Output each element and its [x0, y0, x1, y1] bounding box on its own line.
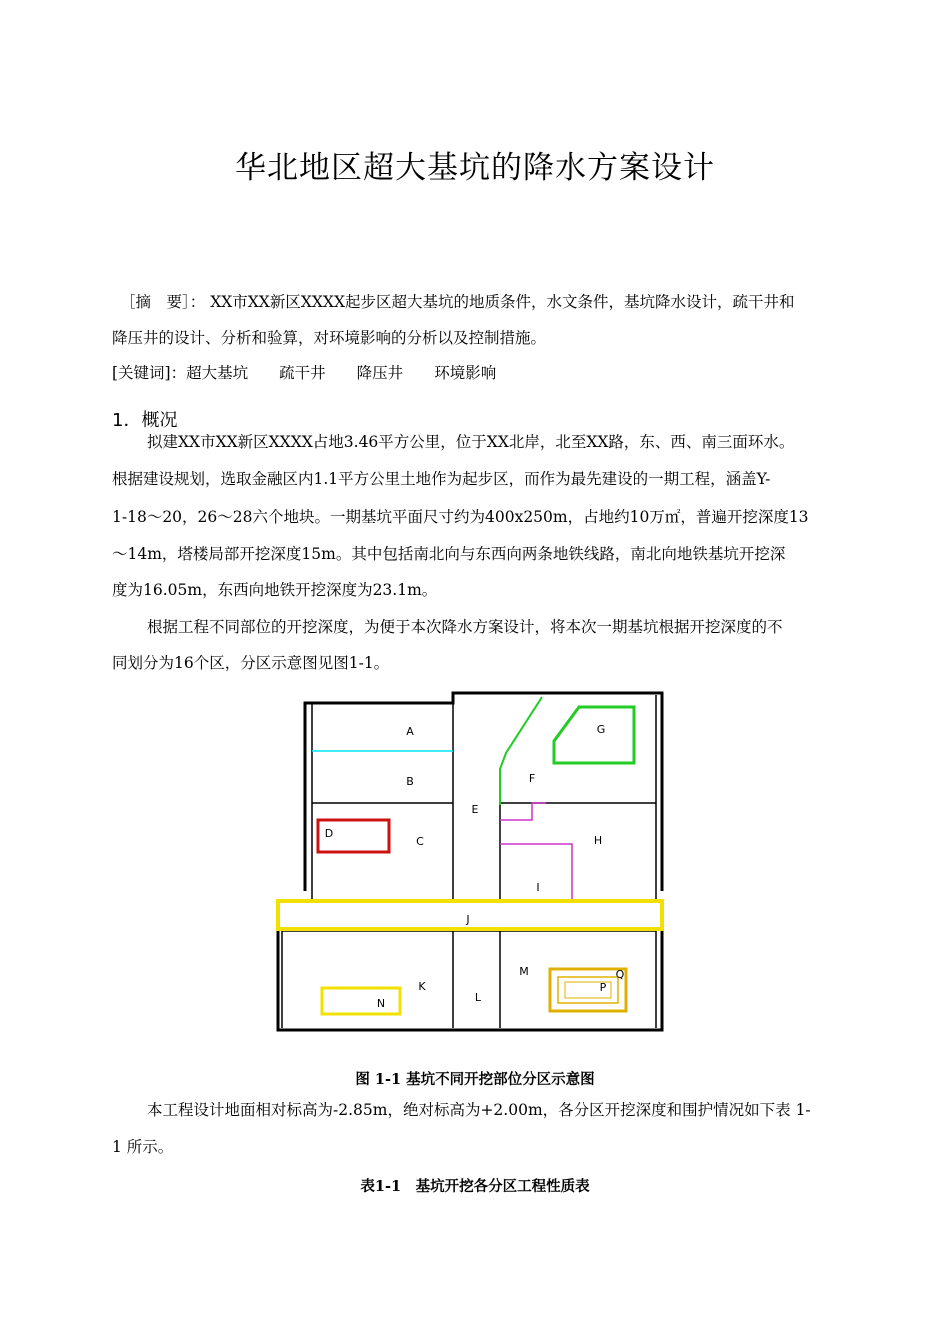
zone-label: H [593, 834, 603, 847]
zone-label: Q [615, 968, 625, 981]
keyword-item: 降压井 [356, 364, 404, 382]
zone-label: F [528, 772, 536, 785]
zone-label: B [406, 775, 414, 788]
zone-label: A [406, 725, 414, 738]
section-heading: 1．概况 [112, 410, 178, 431]
page-title: 华北地区超大基坑的降水方案设计 [235, 150, 715, 186]
paragraph-line: 本工程设计地面相对标高为-2.85m，绝对标高为+2.00m，各分区开挖深度和围护情况如下表 1- [147, 1101, 811, 1119]
upper-outline [305, 693, 662, 891]
abstract-label: ［摘 要］： [120, 293, 206, 311]
zone-label: M [519, 965, 529, 978]
zone-label: D [324, 827, 334, 840]
paragraph-line: 同划分为16个区，分区示意图见图1-1。 [112, 654, 390, 672]
keywords-label: [关键词]： [112, 364, 187, 382]
keywords-line [112, 361, 496, 383]
zone-label: P [599, 981, 607, 994]
zone-label: L [474, 991, 482, 1004]
abstract-text-1: XX市XX新区XXXX起步区超大基坑的地质条件，水文条件，基坑降水设计，疏干井和 [210, 293, 795, 311]
zone-label: J [466, 913, 470, 926]
paragraph-line: 根据工程不同部位的开挖深度，为便于本次降水方案设计，将本次一期基坑根据开挖深度的不 [147, 618, 783, 636]
paragraph-line: ～14m，塔楼局部开挖深度15m。其中包括南北向与东西向两条地铁线路，南北向地铁基坑开挖深 [112, 545, 786, 563]
table-caption: 表1-1 基坑开挖各分区工程性质表 [360, 1178, 590, 1195]
paragraph-line: 1-18～20，26～28六个地块。一期基坑平面尺寸约为400x250m，占地约10万㎡，普遍开挖深度13 [112, 508, 809, 526]
zone-label: K [418, 980, 426, 993]
abstract-line-2: 降压井的设计、分析和验算，对环境影响的分析以及控制措施。 [112, 329, 547, 347]
paragraph-line: 1 所示。 [112, 1138, 174, 1156]
zone-label: G [596, 723, 606, 736]
abstract-line-1 [120, 290, 794, 312]
zone-label: I [536, 881, 540, 894]
paragraph-line: 根据建设规划，选取金融区内1.1平方公里土地作为起步区，而作为最先建设的一期工程，涵盖Y- [112, 470, 771, 488]
zoning-diagram [270, 685, 670, 1035]
paragraph-line: 度为16.05m，东西向地铁开挖深度为23.1m。 [112, 581, 438, 599]
keyword-item: 疏干井 [279, 364, 326, 382]
keyword-item: 环境影响 [434, 364, 497, 382]
zone-label: C [416, 835, 424, 848]
paragraph-line: 拟建XX市XX新区XXXX占地3.46平方公里，位于XX北岸，北至XX路，东、西、南三面环水。 [147, 433, 795, 451]
zone-label: N [376, 997, 386, 1010]
keyword-item: 超大基坑 [186, 364, 249, 382]
figure-caption: 图 1-1 基坑不同开挖部位分区示意图 [355, 1071, 595, 1088]
zone-label: E [471, 803, 479, 816]
